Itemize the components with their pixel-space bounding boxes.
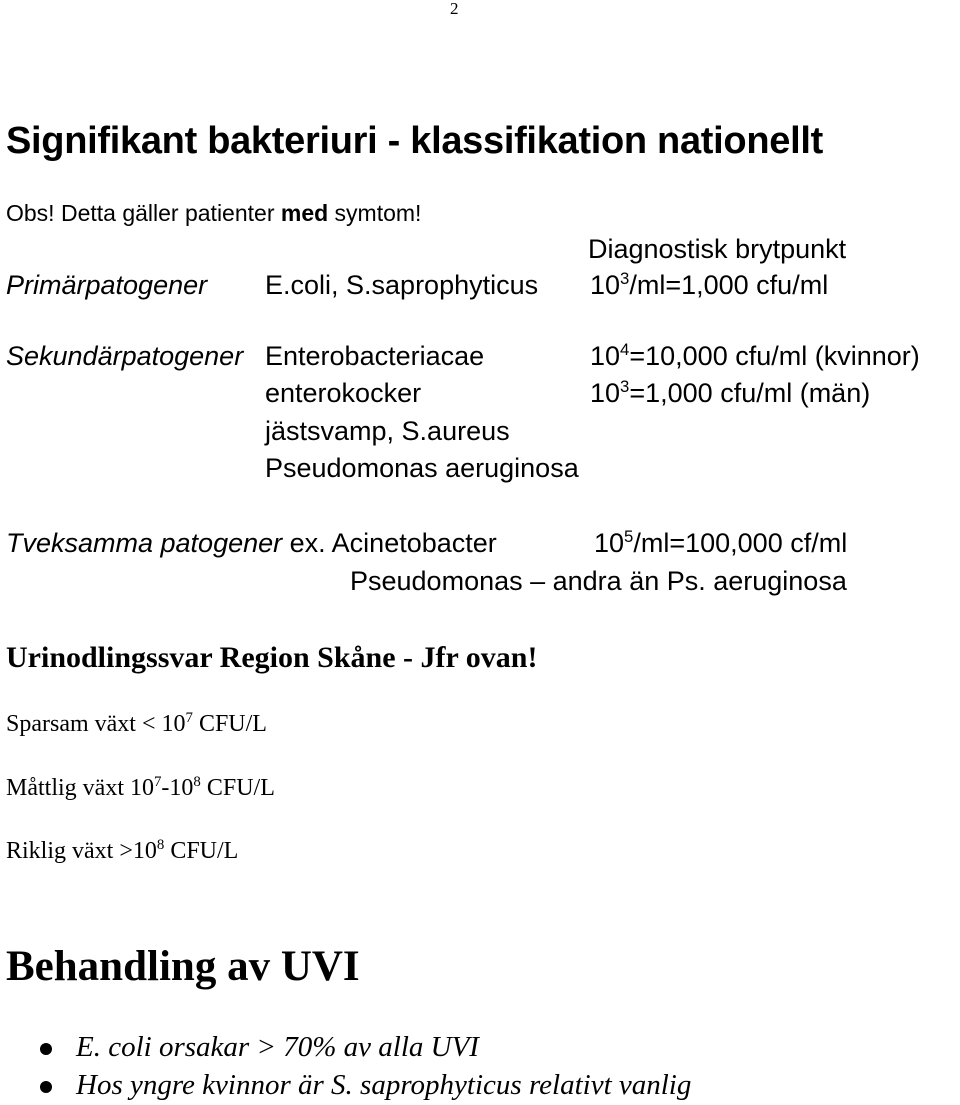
primary-cutoff-rest: /ml=1,000 cfu/ml (629, 270, 829, 300)
secondary-organism-1: Enterobacteriacae (265, 341, 485, 371)
secondary-cutoff2-exponent: 3 (620, 376, 630, 396)
symptom-note-suffix: symtom! (328, 200, 422, 226)
doubtful-organisms-line1: ex. Acinetobacter (282, 528, 497, 558)
moderate-growth-exponent-2: 8 (193, 773, 201, 790)
sparse-growth-exponent: 7 (185, 709, 193, 726)
moderate-growth-mid: -10 (161, 775, 194, 801)
doubtful-cutoff-rest: /ml=100,000 cf/ml (633, 528, 848, 558)
treatment-bullet-1: E. coli orsakar > 70% av alla UVI (76, 1031, 479, 1063)
section-title-urine-culture: Urinodlingssvar Region Skåne - Jfr ovan! (6, 641, 538, 674)
abundant-growth-prefix: Riklig växt >10 (6, 838, 157, 864)
secondary-cutoff2-rest: =1,000 cfu/ml (män) (629, 378, 871, 408)
secondary-cutoff1-rest: =10,000 cfu/ml (kvinnor) (629, 341, 920, 371)
primary-cutoff-exponent: 3 (620, 268, 630, 288)
abundant-growth-suffix: CFU/L (164, 838, 239, 864)
doubtful-organisms-line2: Pseudomonas – andra än Ps. aeruginosa (350, 566, 847, 596)
primary-pathogens-cutoff (590, 268, 829, 300)
column-header-diagnostic-cutoff: Diagnostisk brytpunkt (588, 234, 847, 264)
symptom-note-bold: med (280, 200, 329, 226)
doubtful-pathogens-line (6, 530, 497, 557)
symptom-note (6, 202, 421, 225)
abundant-growth-exponent: 8 (156, 836, 165, 853)
sparse-growth-prefix: Sparsam växt < 10 (6, 711, 186, 737)
doubtful-pathogens-cutoff (594, 526, 848, 558)
symptom-note-prefix: Obs! Detta gäller patienter (6, 200, 281, 226)
secondary-cutoff1-base: 10 (590, 341, 621, 371)
bullet-icon-2 (40, 1081, 52, 1093)
secondary-cutoff-women (590, 339, 920, 371)
secondary-cutoff-men (590, 376, 871, 408)
moderate-growth-line (6, 773, 275, 801)
abundant-growth-line (6, 836, 239, 864)
secondary-organism-2: enterokocker (265, 378, 422, 408)
sparse-growth-suffix: CFU/L (192, 711, 267, 737)
page-number: 2 (450, 0, 459, 18)
sparse-growth-line (6, 709, 267, 737)
secondary-organism-3: jästsvamp, S.aureus (265, 416, 510, 446)
doubtful-pathogens-label: Tveksamma patogener (6, 528, 283, 558)
doubtful-cutoff-exponent: 5 (624, 526, 634, 546)
bullet-icon-1 (40, 1043, 52, 1055)
doubtful-cutoff-base: 10 (594, 528, 625, 558)
moderate-growth-prefix: Måttlig växt 10 (6, 775, 154, 801)
section-title-treatment: Behandling av UVI (6, 943, 360, 990)
primary-pathogens-organisms: E.coli, S.saprophyticus (265, 270, 539, 300)
secondary-cutoff1-exponent: 4 (620, 339, 630, 359)
primary-cutoff-base: 10 (590, 270, 621, 300)
primary-pathogens-label: Primärpatogener (6, 270, 208, 300)
moderate-growth-suffix: CFU/L (200, 775, 275, 801)
secondary-organism-4: Pseudomonas aeruginosa (265, 453, 579, 483)
secondary-cutoff2-base: 10 (590, 378, 621, 408)
section-title-significant-bacteriuria: Signifikant bakteriuri - klassifikation nationellt (6, 120, 823, 162)
moderate-growth-exponent-1: 7 (153, 773, 162, 790)
treatment-bullet-2: Hos yngre kvinnor är S. saprophyticus relativt vanlig (76, 1069, 692, 1101)
secondary-pathogens-label: Sekundärpatogener (6, 341, 244, 371)
